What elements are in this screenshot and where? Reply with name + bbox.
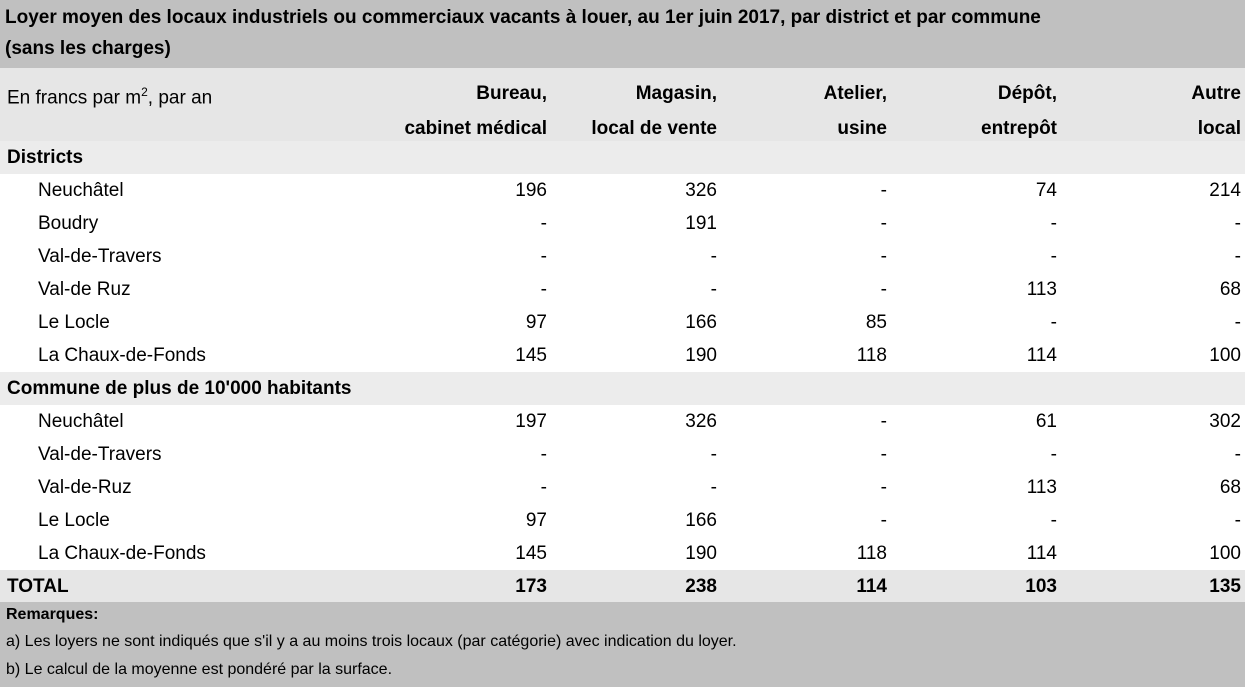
cell-value: - xyxy=(540,477,547,498)
cell-value: - xyxy=(1050,444,1057,465)
notes-panel xyxy=(0,602,1245,687)
cell-value: - xyxy=(1234,444,1241,465)
cell-value: 173 xyxy=(515,576,547,597)
table-title-line1: Loyer moyen des locaux industriels ou commerciaux vacants à louer, au 1er juin 2017, par district et par commune xyxy=(5,7,1041,28)
cell-value: - xyxy=(880,180,887,201)
cell-value: 166 xyxy=(685,510,717,531)
cell-value: 326 xyxy=(685,180,717,201)
header-depot-l2: entrepôt xyxy=(981,118,1057,139)
cell-value: 114 xyxy=(1026,543,1057,564)
cell-value: 97 xyxy=(525,510,547,531)
table-row xyxy=(0,504,1245,537)
header-magasin-l1: Magasin, xyxy=(635,83,717,104)
row-label: Val-de-Ruz xyxy=(38,477,132,498)
note-a: a) Les loyers ne sont indiqués que s'il y a au moins trois locaux (par catégorie) avec indication du loyer. xyxy=(6,633,737,650)
table-row xyxy=(0,438,1245,471)
cell-value: 97 xyxy=(525,312,547,333)
table-row xyxy=(0,339,1245,372)
cell-value: - xyxy=(1050,213,1057,234)
row-label: Le Locle xyxy=(38,312,110,333)
header-magasin-l2: local de vente xyxy=(591,118,717,139)
row-label: La Chaux-de-Fonds xyxy=(38,345,206,366)
cell-value: - xyxy=(880,246,887,267)
cell-value: - xyxy=(540,444,547,465)
cell-value: 114 xyxy=(856,576,887,597)
header-autre xyxy=(1191,76,1241,146)
table-row xyxy=(0,537,1245,570)
cell-value: 135 xyxy=(1209,576,1241,597)
table-title-line2: (sans les charges) xyxy=(5,38,171,59)
header-depot xyxy=(981,76,1057,146)
cell-value: 118 xyxy=(856,543,887,564)
cell-value: - xyxy=(880,510,887,531)
cell-value: - xyxy=(1050,510,1057,531)
table-row xyxy=(0,471,1245,504)
header-autre-l1: Autre xyxy=(1191,83,1241,104)
row-label: Neuchâtel xyxy=(38,411,124,432)
cell-value: - xyxy=(540,279,547,300)
notes-heading: Remarques: xyxy=(6,606,99,623)
cell-value: 190 xyxy=(685,543,717,564)
cell-value: 114 xyxy=(1026,345,1057,366)
table-row xyxy=(0,174,1245,207)
header-atelier xyxy=(824,76,887,146)
table-row xyxy=(0,306,1245,339)
cell-value: - xyxy=(540,213,547,234)
cell-value: 166 xyxy=(685,312,717,333)
section-title: Districts xyxy=(7,147,84,168)
cell-value: - xyxy=(710,279,717,300)
total-row xyxy=(0,570,1245,603)
cell-value: 103 xyxy=(1025,576,1057,597)
cell-value: - xyxy=(880,477,887,498)
row-label: TOTAL xyxy=(7,576,69,597)
cell-value: 191 xyxy=(685,213,717,234)
section-title: Commune de plus de 10'000 habitants xyxy=(7,378,352,399)
cell-value: - xyxy=(710,246,717,267)
row-label: Val-de Ruz xyxy=(38,279,131,300)
cell-value: - xyxy=(1234,246,1241,267)
row-label: Boudry xyxy=(38,213,99,234)
cell-value: 74 xyxy=(1035,180,1057,201)
unit-prefix: En francs par m xyxy=(7,87,142,109)
cell-value: 100 xyxy=(1209,543,1241,564)
cell-value: 85 xyxy=(865,312,887,333)
header-bureau xyxy=(404,76,547,146)
section-header-row xyxy=(0,372,1245,405)
row-label: Le Locle xyxy=(38,510,110,531)
table-title xyxy=(0,0,1245,68)
cell-value: - xyxy=(1234,213,1241,234)
header-magasin xyxy=(591,76,717,146)
row-label: Val-de-Travers xyxy=(38,444,162,465)
row-label: Neuchâtel xyxy=(38,180,124,201)
cell-value: 196 xyxy=(515,180,547,201)
cell-value: - xyxy=(1050,246,1057,267)
cell-value: 100 xyxy=(1209,345,1241,366)
cell-value: 214 xyxy=(1209,180,1241,201)
cell-value: 190 xyxy=(685,345,717,366)
header-autre-l2: local xyxy=(1197,118,1241,139)
cell-value: 302 xyxy=(1209,411,1241,432)
cell-value: 326 xyxy=(685,411,717,432)
cell-value: - xyxy=(1234,312,1241,333)
table-row xyxy=(0,405,1245,438)
cell-value: - xyxy=(880,444,887,465)
cell-value: 238 xyxy=(685,576,717,597)
cell-value: 145 xyxy=(515,543,547,564)
cell-value: 197 xyxy=(515,411,547,432)
section-header-row xyxy=(0,141,1245,174)
unit-superscript: 2 xyxy=(141,85,148,99)
table-row xyxy=(0,207,1245,240)
cell-value: 113 xyxy=(1026,279,1057,300)
row-label: Val-de-Travers xyxy=(38,246,162,267)
header-bureau-l1: Bureau, xyxy=(476,83,547,104)
column-header xyxy=(0,68,1245,141)
header-depot-l1: Dépôt, xyxy=(997,83,1057,104)
cell-value: - xyxy=(880,411,887,432)
table-row xyxy=(0,240,1245,273)
cell-value: 68 xyxy=(1219,477,1241,498)
cell-value: 113 xyxy=(1026,477,1057,498)
cell-value: 68 xyxy=(1219,279,1241,300)
cell-value: 145 xyxy=(515,345,547,366)
header-bureau-l2: cabinet médical xyxy=(404,118,547,139)
unit-suffix: , par an xyxy=(147,87,213,109)
cell-value: - xyxy=(710,444,717,465)
cell-value: - xyxy=(880,213,887,234)
cell-value: - xyxy=(1234,510,1241,531)
table-row xyxy=(0,273,1245,306)
row-label: La Chaux-de-Fonds xyxy=(38,543,206,564)
note-b: b) Le calcul de la moyenne est pondéré par la surface. xyxy=(6,661,393,678)
header-atelier-l2: usine xyxy=(837,118,887,139)
cell-value: 118 xyxy=(856,345,887,366)
cell-value: - xyxy=(540,246,547,267)
cell-value: - xyxy=(1050,312,1057,333)
header-atelier-l1: Atelier, xyxy=(823,83,887,104)
cell-value: - xyxy=(880,279,887,300)
unit-label xyxy=(7,76,212,114)
cell-value: - xyxy=(710,477,717,498)
cell-value: 61 xyxy=(1035,411,1057,432)
